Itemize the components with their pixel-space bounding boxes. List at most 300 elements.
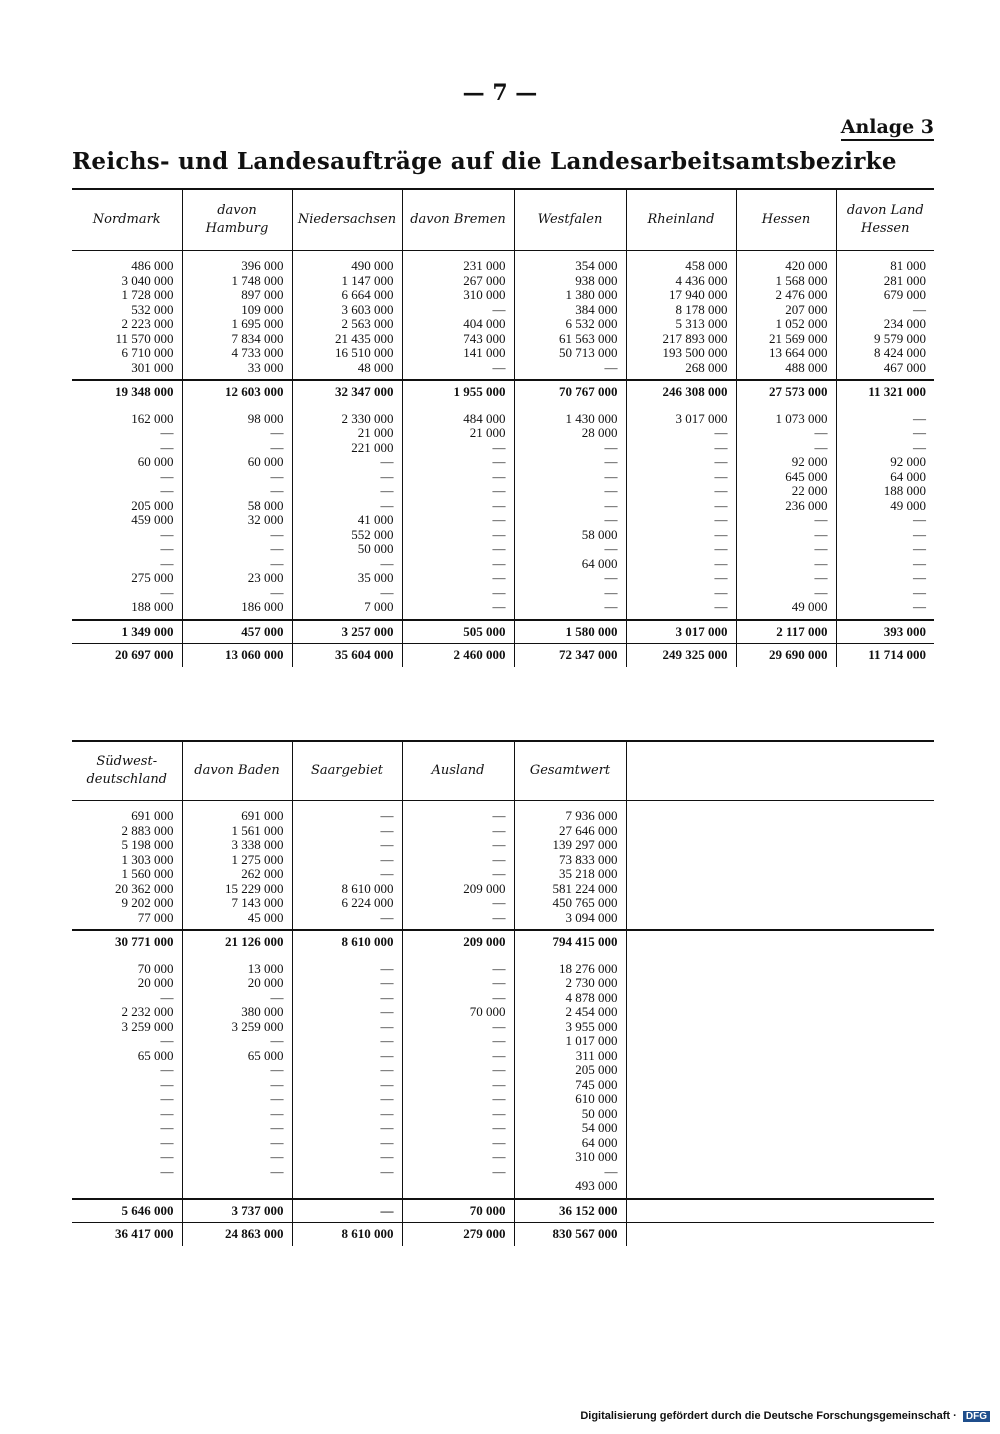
table-cell-block (292, 404, 402, 620)
table-value: 20 000 (137, 975, 174, 990)
table-value: 209 000 (463, 880, 506, 896)
table-value: — (160, 555, 174, 571)
table-cell: 393 000 (836, 620, 934, 644)
table-cell-block (736, 251, 836, 381)
table-value: — (492, 468, 506, 484)
table-value: 532 000 (131, 301, 174, 317)
table-value: 8 424 000 (874, 345, 926, 360)
table-value: 310 000 (575, 1149, 618, 1164)
table-value: — (380, 1120, 394, 1135)
table-value: — (380, 1033, 394, 1048)
table-value: 6 532 000 (565, 316, 618, 331)
table-value: — (270, 989, 284, 1005)
table-value: — (270, 1091, 284, 1106)
table-value: — (380, 1134, 394, 1150)
table-value: 35 000 (357, 570, 394, 585)
table-cell: 20 697 000 (72, 644, 182, 667)
table-value: 8 610 000 (341, 880, 394, 896)
table-value: — (814, 541, 828, 556)
table-value: — (913, 425, 926, 440)
table-cell: 246 308 000 (626, 380, 736, 404)
table-value: — (380, 1163, 394, 1179)
annex-label: Anlage 3 (841, 116, 934, 141)
table-value: — (492, 1076, 506, 1092)
table-cell-block (626, 404, 736, 620)
table-value: 493 000 (575, 1178, 618, 1193)
table-value: — (160, 1120, 174, 1135)
table-value: — (814, 555, 828, 571)
table-value: 50 713 000 (559, 345, 618, 360)
table-value: 645 000 (785, 468, 828, 484)
table-value: — (492, 1033, 506, 1048)
table-value: — (913, 555, 926, 571)
table-cell-block (182, 801, 292, 931)
table-value: 679 000 (883, 287, 926, 302)
table-cell-block (292, 954, 402, 1199)
table-cell-block (402, 251, 514, 381)
table-row (72, 1223, 934, 1246)
table-value: 6 664 000 (341, 287, 394, 302)
table-value: 1 073 000 (775, 410, 828, 426)
table-value: — (714, 526, 728, 542)
table-value: 11 570 000 (115, 330, 174, 346)
table-value: — (270, 439, 284, 455)
empty-cell (626, 801, 934, 931)
table-cell: 5 646 000 (72, 1199, 182, 1223)
table-value: — (492, 909, 506, 925)
table-value: — (814, 439, 828, 455)
table-cell-block (182, 404, 292, 620)
table-value: 3 040 000 (121, 272, 174, 288)
table-value: 92 000 (890, 454, 926, 469)
table-value: 7 143 000 (231, 895, 284, 910)
table-value: — (380, 960, 394, 976)
table-cell: 70 767 000 (514, 380, 626, 404)
table-value: 70 000 (137, 960, 174, 976)
table-value: — (913, 541, 926, 556)
table-value: 450 765 000 (552, 895, 618, 910)
table-value: 221 000 (351, 439, 394, 455)
column-header: Westfalen (514, 189, 626, 251)
table-value: — (160, 541, 174, 556)
table-cell-block (402, 404, 514, 620)
column-header: Hessen (736, 189, 836, 251)
table-cell: 11 321 000 (836, 380, 934, 404)
table-value: — (492, 359, 506, 375)
table-row (72, 1199, 934, 1223)
table-value: 484 000 (463, 410, 506, 426)
table-value: — (814, 570, 828, 585)
table-value: — (270, 1076, 284, 1092)
table-value: 21 000 (469, 425, 506, 440)
table-cell-block (292, 251, 402, 381)
table-value: — (714, 439, 728, 455)
table-cell: 11 714 000 (836, 644, 934, 667)
table-value: — (604, 468, 618, 484)
table-value: — (270, 1163, 284, 1179)
table-value: 3 017 000 (675, 410, 728, 426)
table-value: 50 000 (357, 541, 394, 556)
table-value: — (160, 1062, 174, 1077)
table-cell: 27 573 000 (736, 380, 836, 404)
table-value: — (492, 1047, 506, 1063)
table-value: — (160, 439, 174, 455)
table-value: 4 733 000 (231, 345, 284, 360)
table-value: — (380, 454, 394, 469)
table-value: — (160, 526, 174, 542)
table-value: 22 000 (791, 483, 828, 498)
table-value: 77 000 (137, 909, 174, 925)
table-cell: 1 955 000 (402, 380, 514, 404)
table-value: — (270, 584, 284, 600)
table-value: 60 000 (137, 454, 174, 469)
table-cell-block (514, 954, 626, 1199)
orders-table-1 (72, 188, 934, 667)
table-value: 8 178 000 (675, 301, 728, 317)
table-cell: 32 347 000 (292, 380, 402, 404)
table-value: — (492, 512, 506, 527)
table-value: 938 000 (575, 272, 618, 288)
table-value: — (270, 1149, 284, 1164)
table-cell-block (182, 251, 292, 381)
table-value: 691 000 (241, 808, 284, 823)
table-value: 2 223 000 (121, 316, 174, 331)
table-value: — (814, 425, 828, 440)
table-value: — (160, 1149, 174, 1164)
table-value: — (714, 599, 728, 614)
table-value: 54 000 (581, 1120, 618, 1135)
table-value: 275 000 (131, 570, 174, 585)
table-cell-block (72, 251, 182, 381)
table-value: 7 834 000 (231, 330, 284, 346)
table-value: 27 646 000 (559, 822, 618, 838)
column-header-empty (626, 741, 934, 801)
table-value: 301 000 (131, 359, 174, 375)
table-value: 13 664 000 (769, 345, 828, 360)
table-value: — (604, 497, 618, 513)
table-cell: 72 347 000 (514, 644, 626, 667)
table-value: — (492, 1134, 506, 1150)
table-value: 45 000 (247, 909, 284, 925)
table-row (72, 620, 934, 644)
table-value: — (160, 584, 174, 600)
table-value: 60 000 (247, 454, 284, 469)
table-value: 73 833 000 (559, 851, 618, 867)
table-value: — (604, 1163, 618, 1179)
table-row (72, 380, 934, 404)
table-value: — (492, 483, 506, 498)
empty-cell (626, 954, 934, 1199)
column-header: Saargebiet (292, 741, 402, 801)
table-value: 33 000 (247, 359, 284, 375)
table-value: 897 000 (241, 287, 284, 302)
table-value: 3 259 000 (121, 1018, 174, 1034)
table-cell-block (402, 954, 514, 1199)
table-header-row (72, 189, 934, 251)
table-value: — (492, 1120, 506, 1135)
table-value: — (492, 895, 506, 910)
table-value: — (380, 1062, 394, 1077)
table-value: 1 275 000 (231, 851, 284, 867)
table-value: 15 229 000 (225, 880, 284, 896)
table-value: 92 000 (791, 454, 828, 469)
table-value: 2 232 000 (121, 1004, 174, 1019)
column-header: Niedersachsen (292, 189, 402, 251)
table-cell: 36 152 000 (514, 1199, 626, 1223)
table-value: — (160, 1076, 174, 1092)
table-value: 188 000 (131, 599, 174, 614)
table-value: — (270, 468, 284, 484)
table-value: 3 955 000 (565, 1018, 618, 1034)
column-header: davon Baden (182, 741, 292, 801)
table-row (72, 404, 934, 620)
table-value: — (714, 584, 728, 600)
table-value: — (604, 599, 618, 614)
table-row (72, 954, 934, 1199)
table-value: — (492, 1149, 506, 1164)
table-value: 267 000 (463, 272, 506, 288)
empty-cell (626, 930, 934, 954)
table-value: 49 000 (890, 497, 926, 513)
table-cell: 505 000 (402, 620, 514, 644)
table-value: — (492, 822, 506, 838)
table-value: 3 338 000 (231, 837, 284, 852)
table-cell: 279 000 (402, 1223, 514, 1246)
table-cell-block (514, 801, 626, 931)
table-value: 5 198 000 (121, 837, 174, 852)
table-value: 552 000 (351, 526, 394, 542)
table-value: — (380, 1091, 394, 1106)
table-value: 1 560 000 (121, 866, 174, 881)
column-header: davon Hamburg (182, 189, 292, 251)
table-value: 49 000 (791, 599, 828, 614)
table-cell: 209 000 (402, 930, 514, 954)
table-value: — (380, 1004, 394, 1019)
table-value: — (380, 555, 394, 571)
table-cell: 21 126 000 (182, 930, 292, 954)
table-value: 310 000 (463, 287, 506, 302)
table-cell-block (626, 251, 736, 381)
table-value: 3 603 000 (341, 301, 394, 317)
table-value: — (492, 1018, 506, 1034)
table-value: — (714, 497, 728, 513)
table-value: 404 000 (463, 316, 506, 331)
table-value: 65 000 (247, 1047, 284, 1063)
table-cell: 457 000 (182, 620, 292, 644)
table-value: 1 430 000 (565, 410, 618, 426)
table-value: 7 936 000 (565, 808, 618, 823)
table-value: — (492, 584, 506, 600)
table-value: 217 893 000 (662, 330, 728, 346)
table-value: 1 147 000 (341, 272, 394, 288)
table-value: — (714, 570, 728, 585)
table-value: 141 000 (463, 345, 506, 360)
table-value: — (604, 439, 618, 455)
table-cell-block (72, 954, 182, 1199)
table-value: — (492, 301, 506, 317)
table-value: — (380, 468, 394, 484)
table-value: 490 000 (351, 258, 394, 273)
table-cell: 3 017 000 (626, 620, 736, 644)
table-value: — (604, 359, 618, 375)
table-value: — (492, 555, 506, 571)
table-value: — (160, 989, 174, 1005)
table-value: 21 000 (357, 425, 394, 440)
table-value: — (492, 439, 506, 455)
table-cell: 35 604 000 (292, 644, 402, 667)
table-value: 1 728 000 (121, 287, 174, 302)
table-value: 1 303 000 (121, 851, 174, 867)
table-value: — (604, 454, 618, 469)
table-row (72, 801, 934, 931)
table-cell: 8 610 000 (292, 1223, 402, 1246)
table-value: 2 563 000 (341, 316, 394, 331)
table-value: 488 000 (785, 359, 828, 375)
table-value: 205 000 (131, 497, 174, 513)
table-value: — (160, 468, 174, 484)
table-value: — (604, 483, 618, 498)
orders-table-2 (72, 740, 934, 1246)
table-cell: 36 417 000 (72, 1223, 182, 1246)
table-cell: — (292, 1199, 402, 1223)
table-cell-block (736, 404, 836, 620)
table-value: 20 362 000 (115, 880, 174, 896)
table-row (72, 251, 934, 381)
table-value: — (714, 541, 728, 556)
table-value: — (913, 599, 926, 614)
table-value: 354 000 (575, 258, 618, 273)
table-value: — (492, 454, 506, 469)
table-value: 281 000 (883, 272, 926, 288)
table-value: 186 000 (241, 599, 284, 614)
table-value: 20 000 (247, 975, 284, 990)
table-value: — (380, 1018, 394, 1034)
table-value: — (270, 1134, 284, 1150)
table-value: 262 000 (241, 866, 284, 881)
table-cell: 24 863 000 (182, 1223, 292, 1246)
table-value: 396 000 (241, 258, 284, 273)
table-value: — (380, 1076, 394, 1092)
table-cell: 2 117 000 (736, 620, 836, 644)
table-value: — (814, 512, 828, 527)
footer-text: Digitalisierung gefördert durch die Deutsche Forschungsgemeinschaft (580, 1410, 951, 1422)
table-value: — (714, 468, 728, 484)
table-value: 610 000 (575, 1091, 618, 1106)
table-value: 4 878 000 (565, 989, 618, 1005)
table-value: — (604, 584, 618, 600)
table-cell-block (514, 251, 626, 381)
table-value: 13 000 (247, 960, 284, 976)
table-value: — (492, 851, 506, 867)
table-value: 420 000 (785, 258, 828, 273)
table-cell-block (292, 801, 402, 931)
table-value: 486 000 (131, 258, 174, 273)
table-value: 268 000 (685, 359, 728, 375)
table-value: 743 000 (463, 330, 506, 346)
table-value: — (492, 989, 506, 1005)
table-value: — (380, 909, 394, 925)
table-value: 1 568 000 (775, 272, 828, 288)
column-header: Ausland (402, 741, 514, 801)
table-value: — (714, 555, 728, 571)
table-cell: 830 567 000 (514, 1223, 626, 1246)
table-value: — (160, 1134, 174, 1150)
table-value: — (492, 1163, 506, 1179)
table-value: — (492, 526, 506, 542)
table-value: 2 730 000 (565, 975, 618, 990)
table-value: 35 218 000 (559, 866, 618, 881)
table-value: 48 000 (357, 359, 394, 375)
table-value: 9 202 000 (121, 895, 174, 910)
table-value: 64 000 (581, 555, 618, 571)
table-cell: 12 603 000 (182, 380, 292, 404)
table-header-row (72, 741, 934, 801)
table-value: — (492, 837, 506, 852)
table-value: 459 000 (131, 512, 174, 527)
table-cell-block (836, 251, 934, 381)
table-cell: 19 348 000 (72, 380, 182, 404)
table-value: 3 259 000 (231, 1018, 284, 1034)
table-value: — (913, 526, 926, 542)
table-value: 28 000 (581, 425, 618, 440)
table-value: — (380, 975, 394, 990)
column-header: Rheinland (626, 189, 736, 251)
table-value: — (714, 483, 728, 498)
table-value: — (714, 454, 728, 469)
table-value: — (913, 512, 926, 527)
table-value: 18 276 000 (559, 960, 618, 976)
table-value: — (913, 301, 926, 317)
table-value: 5 313 000 (675, 316, 728, 331)
table-value: 21 435 000 (335, 330, 394, 346)
table-value: — (380, 808, 394, 823)
table-value: 9 579 000 (874, 330, 926, 346)
table-value: — (380, 837, 394, 852)
table-cell-block (402, 801, 514, 931)
table-value: 2 454 000 (565, 1004, 618, 1019)
table-value: 3 094 000 (565, 909, 618, 925)
table-value: 380 000 (241, 1004, 284, 1019)
table-value: — (814, 584, 828, 600)
table-value: 109 000 (241, 301, 284, 317)
table-cell: 29 690 000 (736, 644, 836, 667)
table-row (72, 644, 934, 667)
table-value: 65 000 (137, 1047, 174, 1063)
table-value: 1 052 000 (775, 316, 828, 331)
table-value: 162 000 (131, 410, 174, 426)
table-value: — (492, 1105, 506, 1121)
table-value: — (492, 808, 506, 823)
table-cell-block (836, 404, 934, 620)
table-cell: 70 000 (402, 1199, 514, 1223)
table-cell: 8 610 000 (292, 930, 402, 954)
table-value: 6 224 000 (341, 895, 394, 910)
table-value: — (913, 584, 926, 600)
table-value: 188 000 (883, 483, 926, 498)
table-value: 234 000 (883, 316, 926, 331)
table-cell-block (72, 801, 182, 931)
table-cell: 3 257 000 (292, 620, 402, 644)
table-cell: 2 460 000 (402, 644, 514, 667)
table-value: 64 000 (890, 468, 926, 484)
table-value: — (913, 410, 926, 426)
table-value: 16 510 000 (335, 345, 394, 360)
table-value: 58 000 (247, 497, 284, 513)
column-header: Südwest-deutschland (72, 741, 182, 801)
table-cell: 794 415 000 (514, 930, 626, 954)
table-value: 1 695 000 (231, 316, 284, 331)
table-value: 4 436 000 (675, 272, 728, 288)
